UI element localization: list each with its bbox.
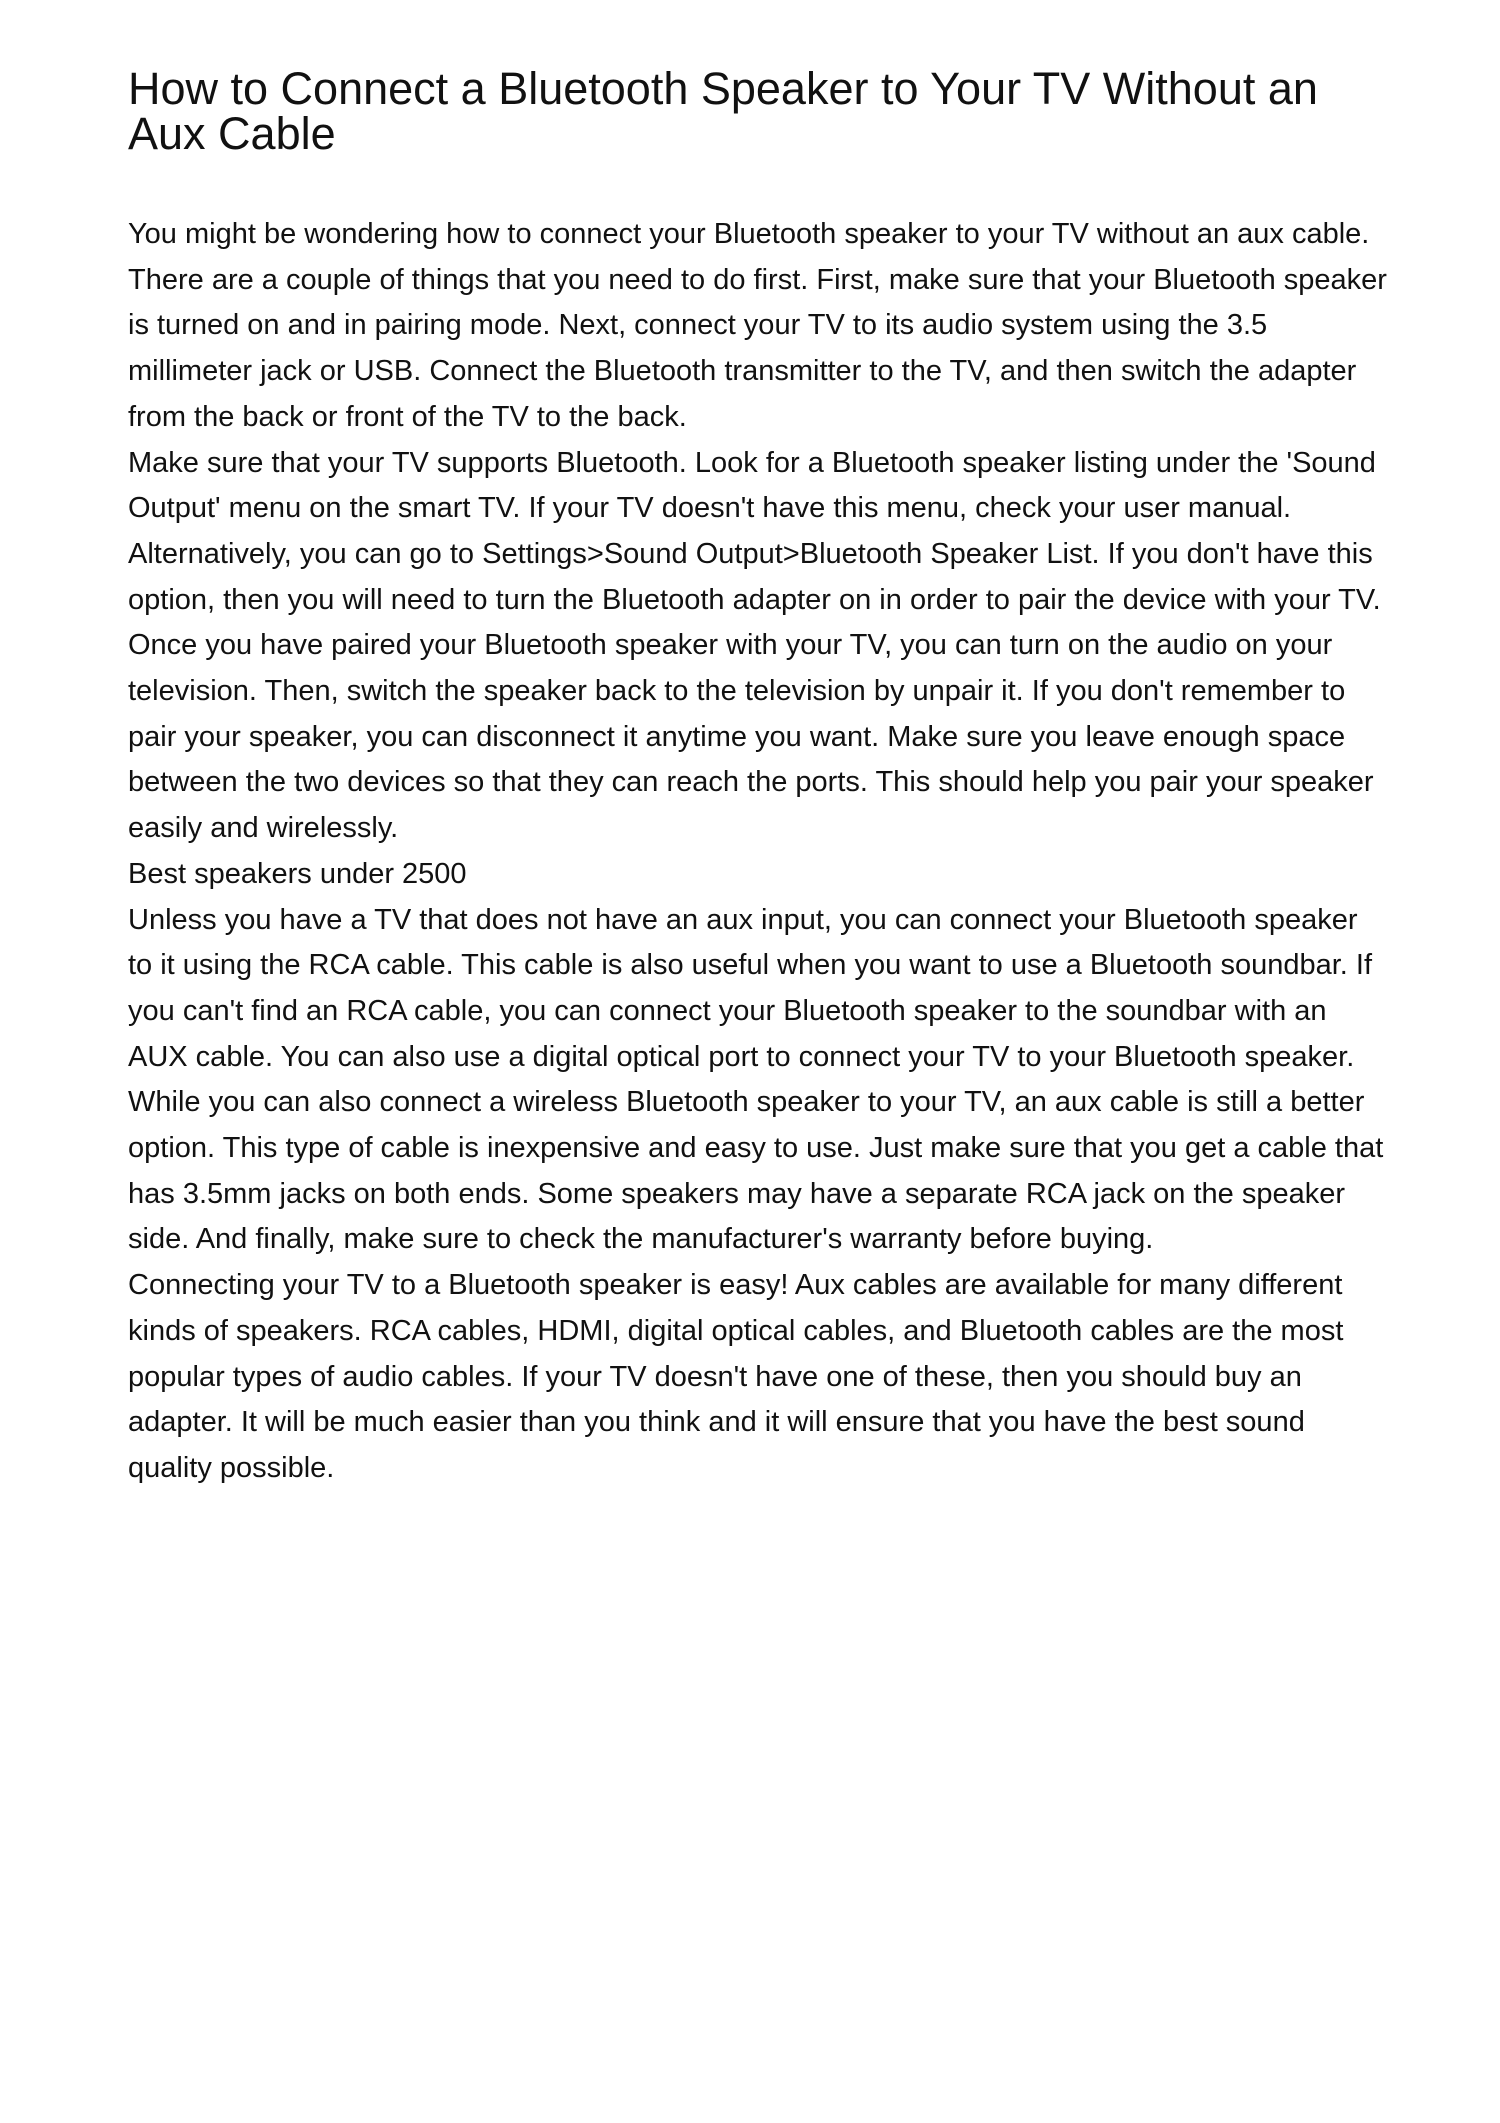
paragraph-pairing: Once you have paired your Bluetooth speaker with your TV, you can turn on the audio on your television. Then, switch the speaker back to the television by unpair it. If you don't remember to pair your speaker, you can disconnect it anytime you want. Make sure you leave enough space between the two devices so that they can reach the ports. This should help you pair your speaker easily and wirelessly. xyxy=(128,629,1374,845)
document-page xyxy=(128,63,1388,1492)
paragraph-best-speakers: Best speakers under 2500 xyxy=(128,857,467,890)
paragraph-rca-cable: Unless you have a TV that does not have an aux input, you can connect your Bluetooth speaker to it using the RCA cable. This cable is also useful when you want to use a Bluetooth soundbar. If you can't find an RCA cable, you can connect your Bluetooth speaker to the soundbar with an AUX cable. You can also use a digital optical port to connect your TV to your Bluetooth speaker. xyxy=(128,903,1372,1073)
paragraph-conclusion: Connecting your TV to a Bluetooth speaker is easy! Aux cables are available for many different kinds of speakers. RCA cables, HDMI, digital optical cables, and Bluetooth cables are the most popular types of audio cables. If your TV doesn't have one of these, then you should buy an adapter. It will be much easier than you think and it will ensure that you have the best sound quality possible. xyxy=(128,1269,1344,1484)
paragraph-intro: You might be wondering how to connect your Bluetooth speaker to your TV without an aux cable. There are a couple of things that you need to do first. First, make sure that your Bluetooth speaker is turned on and in pairing mode. Next, connect your TV to its audio system using the 3.5 millimeter jack or USB. Connect the Bluetooth transmitter to the TV, and then switch the adapter from the back or front of the TV to the back. xyxy=(128,218,1387,433)
paragraph-tv-support: Make sure that your TV supports Bluetooth. Look for a Bluetooth speaker listing under the 'Sound Output' menu on the smart TV. If your TV doesn't have this menu, check your user manual. Alternatively, you can go to Settings>Sound Output>Bluetooth Speaker List. If you don't have this option, then you will need to turn the Bluetooth adapter on in order to pair the device with your TV. xyxy=(128,446,1381,616)
paragraph-aux-option: While you can also connect a wireless Bluetooth speaker to your TV, an aux cable is still a better option. This type of cable is inexpensive and easy to use. Just make sure that you get a cable that has 3.5mm jacks on both ends. Some speakers may have a separate RCA jack on the speaker side. And finally, make sure to check the manufacturer's warranty before buying. xyxy=(128,1086,1384,1256)
article-body xyxy=(128,212,1388,1492)
page-title: How to Connect a Bluetooth Speaker to Your TV Without an Aux Cable xyxy=(128,63,1318,159)
